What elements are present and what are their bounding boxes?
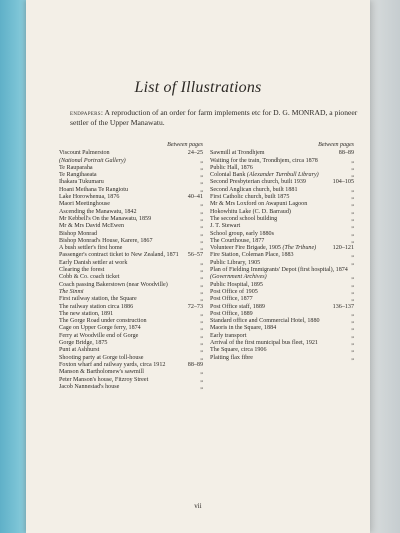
illustration-entry [210, 260, 354, 267]
illustration-caption: Standard office and Commercial Hotel, 1880 [210, 318, 320, 325]
illustration-entry [59, 340, 203, 347]
illustration-caption: A bush settler's first home [59, 245, 123, 252]
illustration-title [210, 282, 351, 289]
illustration-page-range: „ [200, 201, 203, 208]
illustration-entry [59, 347, 203, 354]
illustration-title [210, 296, 351, 303]
illustration-page-range: „ [351, 164, 354, 171]
illustration-caption: Punt at Ashhurst [59, 347, 100, 354]
illustration-caption: Public Hall, 1876 [210, 164, 253, 171]
illustration-entry [59, 304, 203, 311]
illustration-entry [210, 150, 354, 157]
illustration-credit: (The Tribune) [282, 245, 317, 252]
illustration-title [210, 223, 351, 230]
illustration-page-range: „ [351, 237, 354, 244]
illustration-entry [59, 267, 203, 274]
illustration-page-range: „ [351, 201, 354, 208]
illustration-title [210, 333, 351, 340]
illustration-caption: The new station, 1891 [59, 310, 114, 317]
illustration-page-range: „ [200, 208, 203, 215]
illustration-caption: Te Rauparaha [59, 164, 93, 171]
illustration-title [59, 201, 200, 208]
illustration-caption: Bishop Monrad's House, Karere, 1867 [59, 237, 153, 244]
illustration-title [59, 209, 200, 216]
illustration-entry [59, 223, 203, 230]
illustration-page-range: „ [200, 267, 203, 274]
illustration-entry [210, 187, 354, 194]
illustration-caption: Mr & Mrs Loxford on Awapuni Lagoon [210, 201, 308, 208]
illustration-entry [59, 311, 203, 318]
illustration-caption: First railway station, the Square [59, 296, 137, 303]
illustration-title [210, 201, 351, 208]
illustration-entry [59, 362, 203, 369]
book-page [26, 0, 370, 533]
illustration-entry [59, 325, 203, 332]
illustration-title [59, 179, 200, 186]
illustration-page-range: „ [200, 325, 203, 332]
illustration-entry [59, 209, 203, 216]
illustration-page-range: „ [200, 340, 203, 347]
illustration-title [59, 194, 188, 201]
illustration-page-range: „ [351, 332, 354, 339]
illustration-title [59, 296, 200, 303]
between-pages-label-left: Between pages [167, 142, 203, 148]
illustration-page-range: 136–137 [332, 303, 354, 310]
illustration-title [59, 333, 200, 340]
illustration-title [210, 150, 339, 157]
illustration-caption: Public Library, 1905 [210, 259, 261, 266]
illustration-entry [59, 384, 203, 391]
illustration-page-range: „ [200, 164, 203, 171]
endpapers-note [70, 108, 358, 128]
illustration-entry [210, 340, 354, 347]
illustration-page-range: „ [200, 376, 203, 383]
illustration-caption: Early Danish settler at work [59, 259, 128, 266]
illustration-entry [210, 304, 354, 311]
illustration-page-range: „ [200, 332, 203, 339]
illustration-title [210, 187, 351, 194]
illustration-caption: Mr & Mrs David McEwen [59, 223, 124, 230]
illustration-entry [59, 187, 203, 194]
illustration-page-range: „ [200, 237, 203, 244]
illustration-caption: Post Office of 1905 [210, 288, 258, 295]
illustration-title [210, 260, 351, 267]
illustration-page-range: „ [351, 288, 354, 295]
illustration-page-range: „ [200, 296, 203, 303]
endpapers-lead: endpapers [70, 108, 101, 117]
illustration-entry [210, 296, 354, 303]
illustration-caption: Ihakara Tukumaru [59, 179, 104, 186]
illustration-entry [210, 209, 354, 216]
illustration-title [210, 245, 333, 252]
illustration-caption: Volunteer Fire Brigade, 1905 [210, 245, 281, 252]
illustration-title [59, 340, 200, 347]
illustration-caption: Shooting party at Gorge toll-house [59, 354, 144, 361]
illustration-page-range: „ [351, 340, 354, 347]
illustration-credit: (National Portrait Gallery) [59, 157, 126, 164]
illustration-page-range: „ [200, 186, 203, 193]
illustration-caption: Cage on Upper Gorge ferry, 1874 [59, 325, 141, 332]
illustration-entry [59, 165, 203, 172]
illustration-page-range: „ [351, 186, 354, 193]
illustration-page-range: 56–57 [187, 252, 203, 259]
illustration-page-range: „ [351, 194, 354, 201]
illustration-caption: Arrival of the first municipal bus fleet, 1921 [210, 340, 318, 347]
illustration-entry [210, 201, 354, 208]
illustration-title [59, 325, 200, 332]
illustration-title [210, 209, 351, 216]
illustration-page-range: „ [351, 354, 354, 361]
illustration-page-range: 104–105 [332, 179, 354, 186]
illustration-page-range: „ [200, 288, 203, 295]
illustration-page-range: „ [200, 230, 203, 237]
illustration-page-range: „ [200, 172, 203, 179]
illustration-entry [59, 150, 203, 157]
illustration-caption: School group, early 1880s [210, 230, 274, 237]
illustration-entry [59, 201, 203, 208]
illustration-title [59, 384, 200, 391]
illustration-entry [210, 158, 354, 165]
illustration-title [59, 165, 200, 172]
illustration-caption: Passenger's contract ticket to New Zealand, 1871 [59, 252, 179, 259]
illustration-caption: Second Presbyterian church, built 1939 [210, 179, 306, 186]
illustration-entry [210, 347, 354, 354]
illustration-title [210, 318, 351, 325]
illustration-page-range: „ [200, 259, 203, 266]
illustration-title [210, 231, 351, 238]
right-illustration-list [210, 150, 354, 362]
illustration-title [59, 311, 200, 318]
illustration-entry [59, 172, 203, 179]
illustration-page-range: „ [200, 354, 203, 361]
illustration-entry [59, 245, 203, 252]
illustration-entry [210, 333, 354, 340]
illustration-title [210, 252, 351, 259]
illustration-page-range: „ [200, 383, 203, 390]
illustration-entry [210, 223, 354, 230]
illustration-entry [59, 179, 203, 186]
illustration-entry [59, 289, 203, 296]
illustration-caption: Gorge Bridge, 1875 [59, 340, 108, 347]
illustration-page-range: „ [351, 223, 354, 230]
illustration-page-range: „ [200, 223, 203, 230]
illustration-page-range: „ [200, 369, 203, 376]
illustration-title [59, 274, 200, 281]
illustration-page-range: 24–25 [187, 150, 203, 157]
illustration-page-range: 120–121 [332, 245, 354, 252]
illustration-page-range: „ [351, 310, 354, 317]
illustration-title [59, 260, 200, 267]
illustration-entry [210, 245, 354, 252]
illustration-title [59, 231, 200, 238]
illustration-page-range: „ [200, 179, 203, 186]
illustration-caption: Post Office, 1889 [210, 310, 253, 317]
illustration-title [59, 282, 200, 289]
illustration-caption: Maoris in the Square, 1884 [210, 325, 277, 332]
illustration-caption: Clearing the forest [59, 267, 105, 274]
illustration-entry [210, 282, 354, 289]
illustration-caption: Hoani Meihana Te Rangiotu [59, 186, 129, 193]
illustration-caption: Ferry at Woodville end of Gorge [59, 332, 139, 339]
illustration-entry [59, 260, 203, 267]
illustration-entry [59, 369, 203, 376]
illustration-entry [210, 325, 354, 332]
illustration-caption: Jacob Nannestad's house [59, 383, 120, 390]
illustration-page-range: „ [351, 318, 354, 325]
illustration-page-range: 88–89 [187, 361, 203, 368]
illustration-credit: The Sinmi [59, 288, 84, 295]
illustration-page-range: „ [351, 274, 354, 281]
illustration-page-range: „ [200, 274, 203, 281]
illustration-entry [210, 172, 354, 179]
illustration-page-range: „ [351, 281, 354, 288]
illustration-caption: Early transport [210, 332, 247, 339]
illustration-entry [210, 267, 354, 282]
illustration-caption: The railway station circa 1886 [59, 303, 134, 310]
illustration-caption: Peter Manson's house, Fitzroy Street [59, 376, 149, 383]
illustration-title [210, 216, 351, 223]
illustration-entry [210, 179, 354, 186]
illustration-caption: Post Office staff, 1889 [210, 303, 265, 310]
illustration-page-range: „ [351, 296, 354, 303]
illustration-title [59, 245, 200, 252]
illustration-credit: (Alexander Turnbull Library) [246, 172, 319, 179]
illustration-title [59, 355, 200, 362]
illustration-caption: Hokowhitu Lake (C. D. Barraud) [210, 208, 291, 215]
illustration-entry [59, 158, 203, 165]
illustration-page-range: „ [200, 347, 203, 354]
illustration-entry [59, 296, 203, 303]
illustration-title [59, 252, 188, 259]
illustration-title [210, 267, 351, 282]
illustration-entry [210, 252, 354, 259]
illustration-caption: Bishop Monrad [59, 230, 98, 237]
illustration-page-range: „ [200, 215, 203, 222]
illustration-page-range: „ [200, 245, 203, 252]
illustration-caption: First Catholic church, built 1875 [210, 194, 290, 201]
illustration-caption: Second Anglican church, built 1881 [210, 186, 298, 193]
illustration-entry [59, 216, 203, 223]
illustration-page-range: „ [351, 325, 354, 332]
illustration-title [59, 377, 200, 384]
illustration-caption: Manson & Bartholomew's sawmill [59, 369, 144, 376]
illustration-page-range: 88–89 [338, 150, 354, 157]
illustration-caption: Coach passing Bakerstown (near Woodville) [59, 281, 168, 288]
illustration-entry [59, 252, 203, 259]
illustration-page-range: 40–41 [187, 194, 203, 201]
illustration-title [210, 340, 351, 347]
illustration-title [59, 216, 200, 223]
illustration-caption: J. T. Stewart [210, 223, 241, 230]
illustration-title [59, 223, 200, 230]
illustration-page-range: „ [351, 230, 354, 237]
illustration-title [59, 347, 200, 354]
illustration-caption: Public Hospital, 1895 [210, 281, 263, 288]
illustration-entry [59, 333, 203, 340]
illustration-title [59, 369, 200, 376]
illustration-entry [59, 355, 203, 362]
page-title: List of Illustrations [134, 79, 262, 96]
illustration-title [210, 179, 333, 186]
illustration-caption: Plaiting flax fibre [210, 354, 253, 361]
illustration-caption: The second school building [210, 215, 278, 222]
illustration-title [210, 172, 351, 179]
illustration-title [59, 267, 200, 274]
illustration-title [210, 158, 351, 165]
illustration-page-range: „ [351, 259, 354, 266]
illustration-entry [59, 377, 203, 384]
illustration-caption: Ascending the Manawatu, 1842 [59, 208, 137, 215]
illustration-title [59, 304, 188, 311]
illustration-title [59, 362, 188, 369]
illustration-title [210, 325, 351, 332]
left-illustration-list [59, 150, 203, 391]
illustration-title [59, 158, 200, 165]
illustration-caption: Post Office, 1877 [210, 296, 253, 303]
illustration-title [210, 304, 333, 311]
illustration-page-range: „ [200, 281, 203, 288]
illustration-entry [210, 231, 354, 238]
illustration-caption: Colonial Bank [210, 172, 246, 179]
illustration-page-range: „ [200, 318, 203, 325]
illustration-entry [210, 216, 354, 223]
illustration-title [210, 347, 351, 354]
illustration-caption: Plan of Fielding Immigrants' Depot (first hospital), 1874 [210, 267, 348, 274]
illustration-entry [59, 231, 203, 238]
illustration-entry [59, 274, 203, 281]
illustration-title [59, 150, 188, 157]
illustration-caption: The Square, circa 1906 [210, 347, 267, 354]
illustration-entry [210, 318, 354, 325]
illustration-caption: Cobb & Co. coach ticket [59, 274, 120, 281]
illustration-title [59, 289, 200, 296]
illustration-caption: The Gorge Road under construction [59, 318, 147, 325]
illustration-entry [59, 282, 203, 289]
illustration-entry [59, 194, 203, 201]
illustration-caption: Foxton wharf and railway yards, circa 1912 [59, 361, 166, 368]
illustration-credit: (Government Archives) [210, 274, 267, 281]
illustration-caption: Sawmill at Trondhjem [210, 150, 265, 157]
illustration-page-range: „ [200, 157, 203, 164]
illustration-caption: Mr Kebbell's On the Manawatu, 1859 [59, 215, 152, 222]
illustration-title [210, 355, 351, 362]
illustration-caption: Viscount Palmerston [59, 150, 110, 157]
illustration-caption: The Courthouse, 1877 [210, 237, 265, 244]
illustration-page-range: „ [351, 347, 354, 354]
between-pages-label-right: Between pages [318, 142, 354, 148]
illustration-caption: Te Rangihaeata [59, 172, 97, 179]
illustration-page-range: „ [351, 172, 354, 179]
left-illustration-column [59, 142, 203, 391]
page-number: vii [194, 502, 202, 510]
illustration-page-range: „ [351, 215, 354, 222]
illustration-page-range: 72–73 [187, 303, 203, 310]
illustration-caption: Maori Meetinghouse [59, 201, 110, 208]
illustration-caption: Lake Horowhenua, 1876 [59, 194, 120, 201]
illustration-title [59, 172, 200, 179]
illustration-caption: Waiting for the train, Trondhjem, circa 1878 [210, 157, 318, 164]
illustration-page-range: „ [351, 208, 354, 215]
illustration-title [59, 187, 200, 194]
illustration-page-range: „ [351, 252, 354, 259]
illustration-page-range: „ [351, 157, 354, 164]
illustration-caption: Fire Station, Coleman Place, 1883 [210, 252, 294, 259]
endpapers-text: : A reproduction of an order for farm implements etc for D. G. MONRAD, a pioneer settler of the Upper Manawatu. [70, 108, 358, 127]
illustration-entry [210, 355, 354, 362]
page-edge-background [370, 0, 400, 533]
right-illustration-column [210, 142, 354, 362]
illustration-page-range: „ [200, 310, 203, 317]
